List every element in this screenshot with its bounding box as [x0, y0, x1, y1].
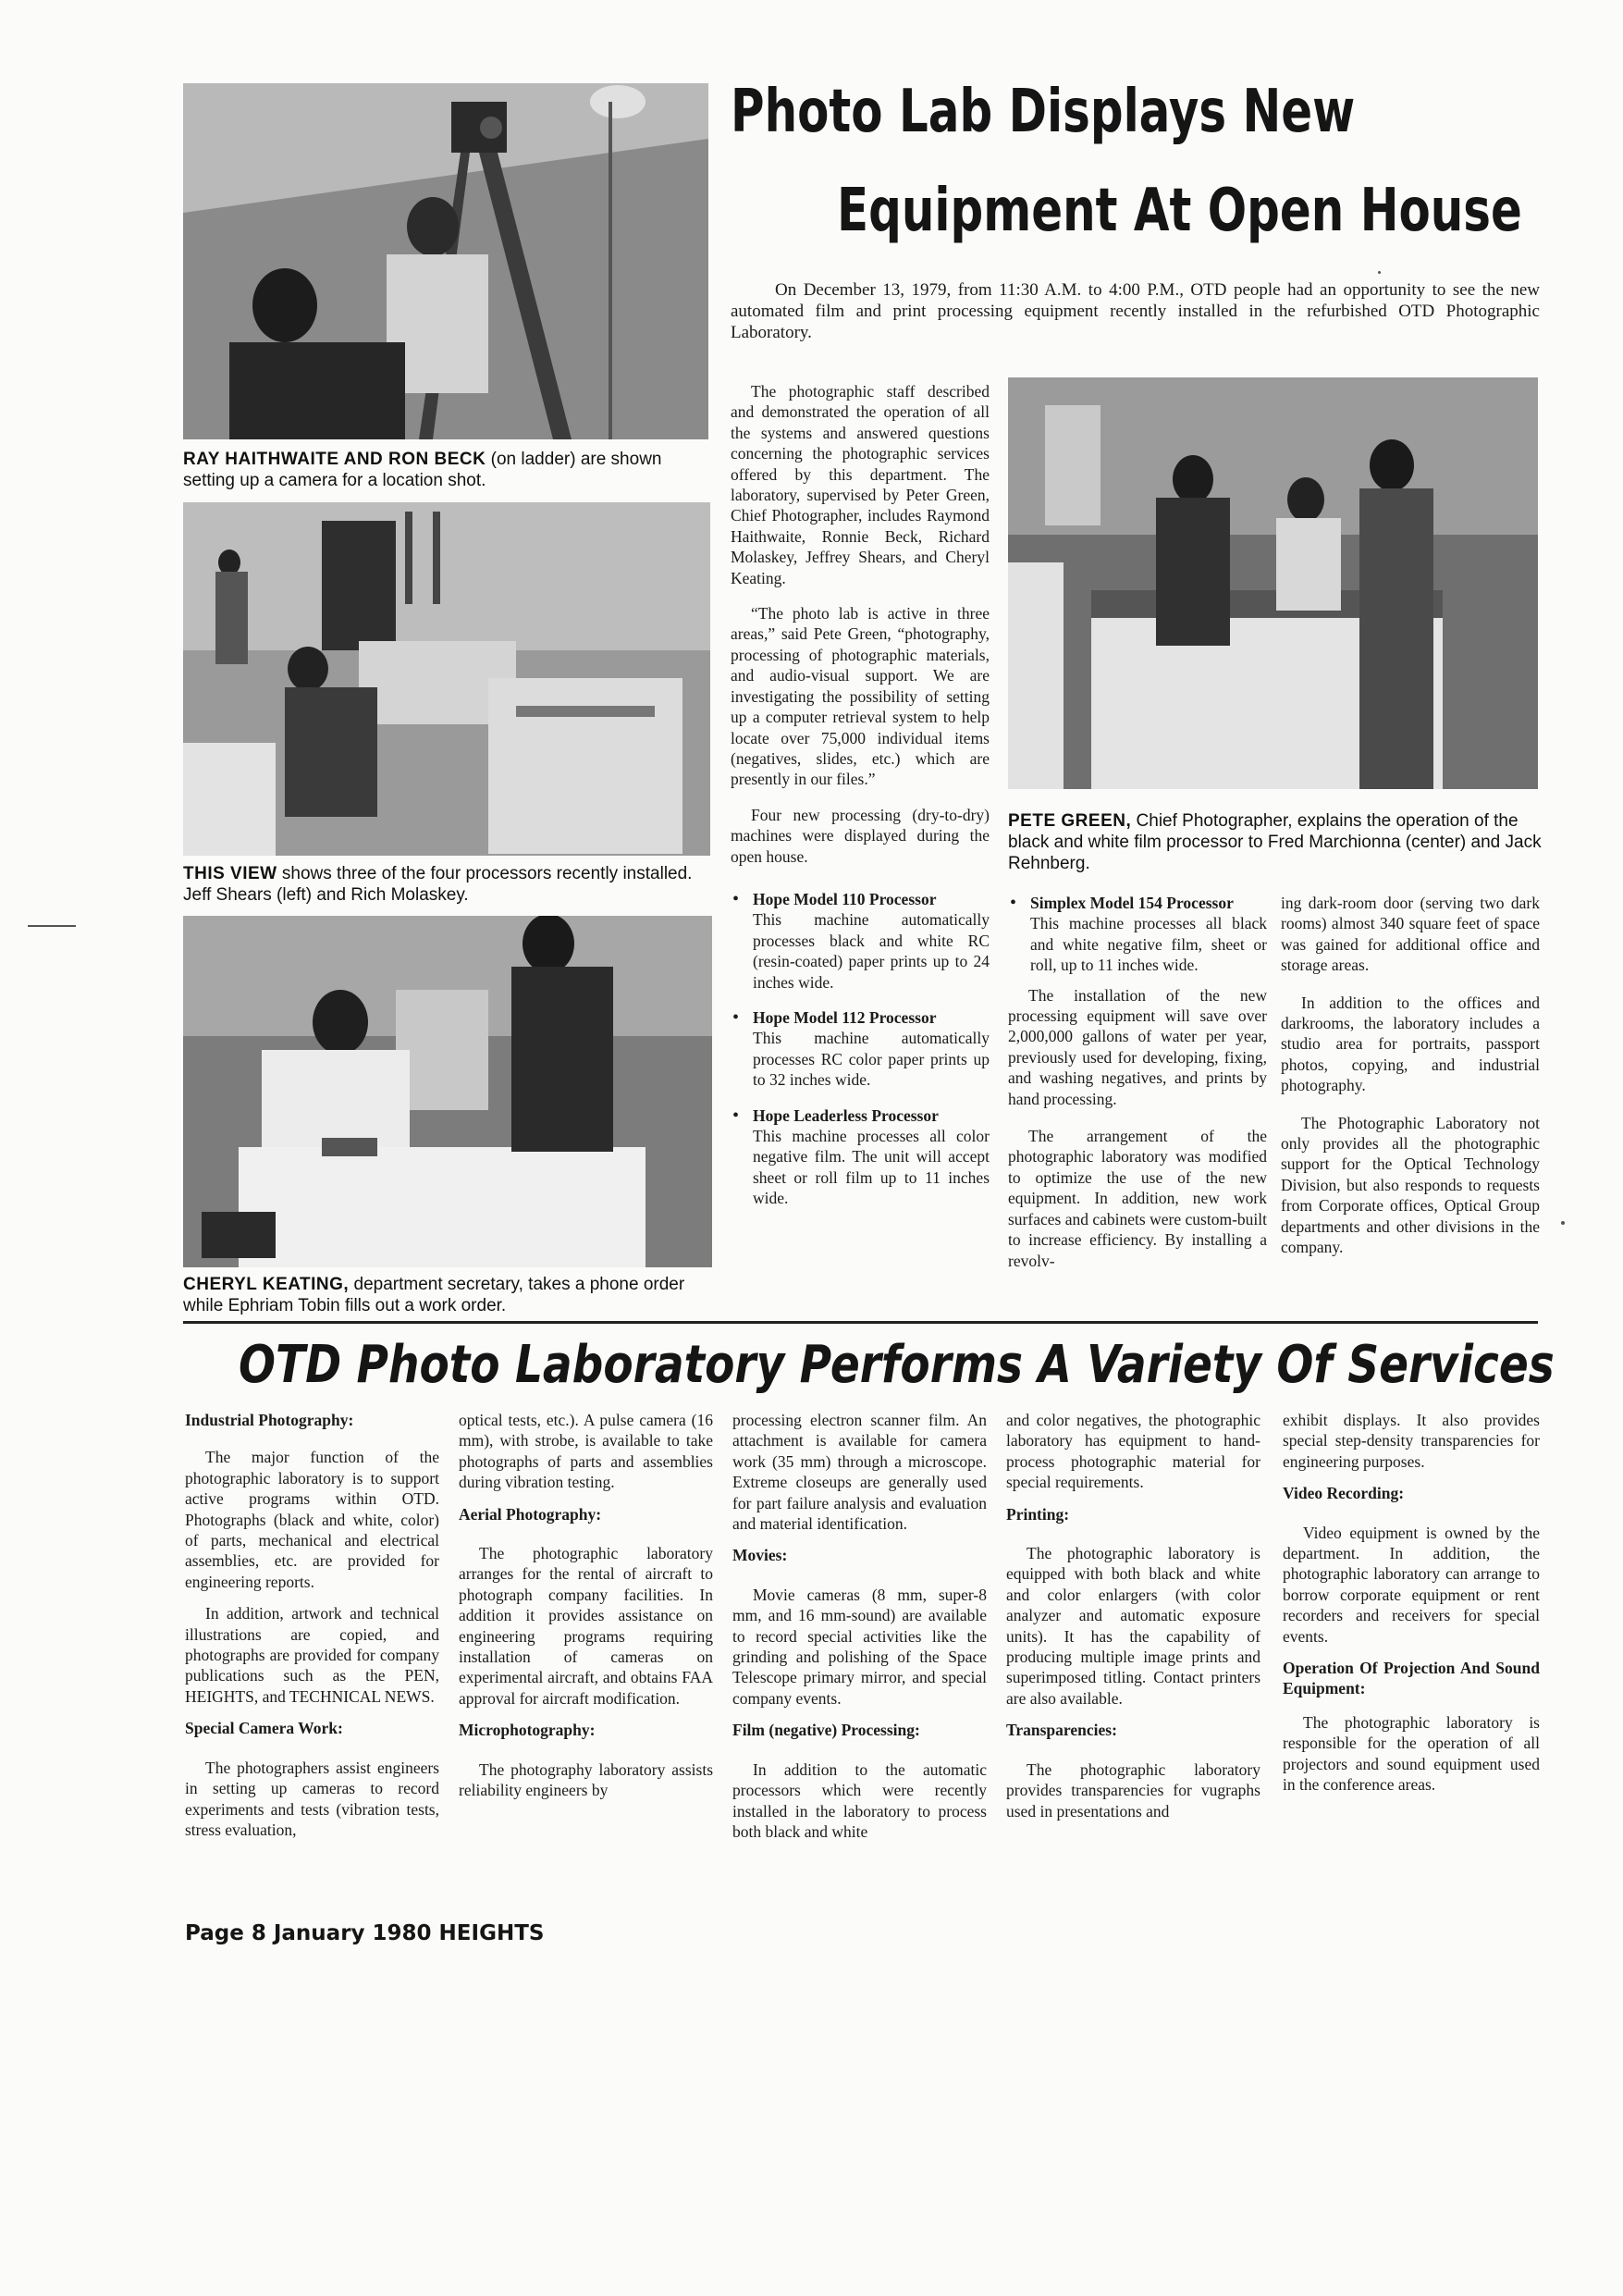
subhead-film-processing: Film (negative) Processing:: [732, 1721, 920, 1740]
article2-column-1: Industrial Photography: The major function of the photographic laboratory is to support active programs within OTD. Photographs (black and white, color) of parts, mechanical and electrical assemblies, etc. are provided for engineering reports. In addition, artwork and technical illustrations are copied, and photographs are provided for company publications such as the PEN, HEIGHTS, and TECHNICAL NEWS. Special Camera Work: The photographers assist engineers in setting up cameras to record experiments and tests (vibration tests, stress evaluation,: [185, 1411, 439, 1839]
caption-film-processor: PETE GREEN, Chief Photographer, explains the operation of the black and white film processor to Fred Marchionna (center) and Jack Rehnberg.: [1008, 811, 1542, 873]
article2-column-3: processing electron scanner film. An attachment is available for camera work (35 mm) through a microscope. Extreme closeups are generally used for part failure analysis and evaluation and material identification. Movies: Movie cameras (8 mm, super-8 mm, and 16 mm-sound) are available to record special activities like the grinding and polishing of the Space Telescope primary mirror, and special company events. Film (negative) Processing: In addition to the automatic processors which were recently installed in the laboratory to process both black and white: [732, 1411, 987, 1841]
scan-speck: [1561, 1221, 1565, 1225]
a1-paragraph: In addition to the offices and darkrooms, the laboratory includes a studio area for portraits, passport photos, copying, and industrial photography.: [1281, 993, 1540, 1095]
article2-column-5: exhibit displays. It also provides special step-density transparencies for engineering purposes. Video Recording: Video equipment is owned by the department. In addition, the photographic laboratory can arrange to borrow corporate equipment or rent recorders and receivers for special events. Operation Of Projection And Sound Equipment: The photographic laboratory is responsible for the operation of all projectors and sound equipment used in the conference areas.: [1283, 1411, 1540, 1795]
a1-paragraph: The photographic staff described and demonstrated the operation of all the systems and answered questions concerning the photographic services offered by this department. The laboratory, supervised by Peter Green, Chief Photographer, includes Raymond Haithwaite, Ronnie Beck, Richard Molaskey, Jeffrey Shears, and Cheryl Keating.: [731, 382, 990, 587]
article1-column-3: [1281, 893, 1540, 1269]
a1-paragraph: Four new processing (dry-to-dry) machines were displayed during the open house.: [731, 805, 990, 866]
a1-paragraph: ing dark-room door (serving two dark rooms) almost 340 square feet of space was gained for additional office and storage areas.: [1281, 894, 1540, 975]
subhead-microphotography: Microphotography:: [459, 1721, 596, 1740]
scan-speck: [28, 925, 76, 927]
subhead-transparencies: Transparencies:: [1006, 1721, 1117, 1740]
article2-column-2: optical tests, etc.). A pulse camera (16 mm), with strobe, is available to take photographs of parts and assemblies during vibration testing. Aerial Photography: The photographic laboratory arranges for the rental of aircraft to photograph company facilities. In addition it provides assistance on engineering programs requiring installation of cameras on experimental aircraft, and obtains FAA approval for aircraft modification. Microphotography: The photography laboratory assists reliability engineers by: [459, 1411, 713, 1800]
subhead-special-camera: Special Camera Work:: [185, 1719, 343, 1738]
subhead-projection: Operation Of Projection And Sound Equipment:: [1283, 1659, 1540, 1698]
article2-column-4: and color negatives, the photographic laboratory has equipment to hand-process photographic material for special requirements. Printing: The photographic laboratory is equipped with both black and white and color enlargers (with color analyzer and automatic exposure units). It has the capability of producing multiple image prints and superimposed titling. Contact printers are also available. Transparencies: The photographic laboratory provides transparencies for vugraphs used in presentations and: [1006, 1411, 1260, 1821]
a1-paragraph: “The photo lab is active in three areas,” said Pete Green, “photography, processing of photographic materials, and audio-visual support. We are investigating the possibility of setting up a computer retrieval system to help locate over 75,000 individual items (negatives, slides, etc.) which are presently in our files.”: [731, 604, 990, 789]
page-footer: Page 8 January 1980 HEIGHTS: [185, 1921, 545, 1945]
subhead-industrial: Industrial Photography:: [185, 1411, 354, 1429]
article1-column-1: [731, 381, 990, 1224]
bullet-hope-112: • Hope Model 112 Processor This machine automatically processes RC color paper prints up to 32 inches wide.: [732, 1006, 990, 1090]
photo-secretary: [183, 916, 712, 1267]
subhead-aerial: Aerial Photography:: [459, 1504, 602, 1524]
caption-camera-setup: RAY HAITHWAITE AND RON BECK (on ladder) are shown setting up a camera for a location shot.: [183, 450, 662, 490]
headline-line-2: Equipment At Open House: [837, 177, 1522, 245]
article1-column-2: [1008, 893, 1267, 1282]
article1-intro: On December 13, 1979, from 11:30 A.M. to 4:00 P.M., OTD people had an opportunity to see the new automated film and print processing equipment recently installed in the refurbished OTD Photographic Laboratory.: [731, 280, 1540, 342]
photo-processors: [183, 502, 710, 856]
subhead-movies: Movies:: [732, 1546, 788, 1565]
a1-paragraph: The installation of the new processing equipment will save over 2,000,000 gallons of water per year, previously used for developing, fixing, and washing negatives, and prints by hand processing.: [1008, 985, 1267, 1108]
headline-article-2: OTD Photo Laboratory Performs A Variety Of Services: [239, 1335, 1555, 1395]
subhead-video: Video Recording:: [1283, 1484, 1405, 1503]
bullet-hope-110: • Hope Model 110 Processor This machine automatically processes black and white RC (resin-coated) paper prints up to 24 inches wide.: [732, 888, 990, 992]
caption-processors: THIS VIEW shows three of the four processors recently installed. Jeff Shears (left) and Rich Molaskey.: [183, 864, 693, 905]
photo-camera-setup: [183, 83, 708, 439]
scan-speck: [1378, 271, 1381, 274]
subhead-printing: Printing:: [1006, 1504, 1070, 1524]
photo-film-processor: [1008, 377, 1538, 789]
bullet-hope-leaderless: • Hope Leaderless Processor This machine processes all color negative film. The unit will accept sheet or roll film up to 11 inches wide.: [732, 1105, 990, 1208]
section-divider: [183, 1321, 1538, 1324]
caption-secretary: CHERYL KEATING, department secretary, takes a phone order while Ephriam Tobin fills out a work order.: [183, 1275, 685, 1315]
bullet-simplex-154: • Simplex Model 154 Processor This machine processes all black and white negative film, sheet or roll, up to 11 inches wide.: [1010, 893, 1267, 975]
a1-paragraph: The arrangement of the photographic laboratory was modified to optimize the use of the new equipment. In addition, new work surfaces and cabinets were custom-built to increase efficiency. By installing a revolv-: [1008, 1127, 1267, 1270]
headline-line-1: Photo Lab Displays New: [731, 78, 1356, 146]
a1-paragraph: The Photographic Laboratory not only provides all the photographic support for the Optical Technology Division, but also responds to requests from Corporate offices, Optical Group departments and other divisions in the company.: [1281, 1113, 1540, 1257]
